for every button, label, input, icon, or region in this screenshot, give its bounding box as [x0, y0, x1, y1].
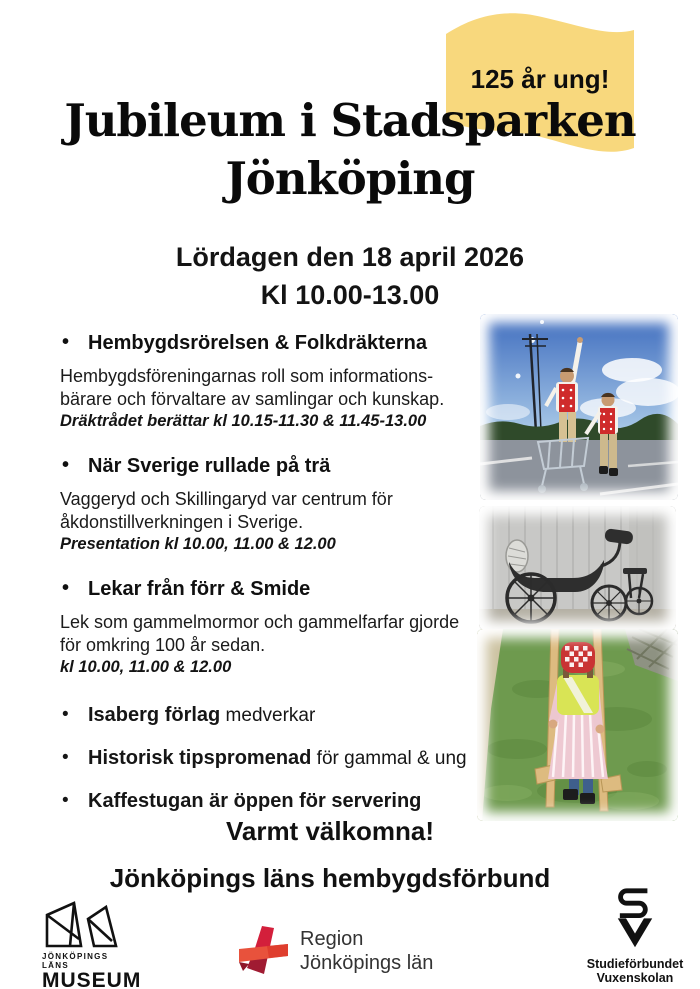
antique-carriage-photo [479, 506, 676, 630]
photo-illustration [477, 629, 678, 821]
region-logo-icon [237, 924, 291, 978]
welcome-line: Varmt välkomna! [225, 816, 435, 846]
program-section [60, 578, 472, 677]
region-logo-line-1: Region [300, 928, 364, 950]
section-heading: • Hembygdsrörelsen & Folkdräkterna [60, 332, 472, 355]
sv-logo [575, 886, 695, 985]
anniversary-badge: 125 år ung! [470, 64, 610, 94]
sv-logo-line-2: Vuxenskolan [596, 971, 674, 985]
list-item-rest: för gammal & ung [311, 748, 467, 769]
event-datetime [0, 238, 700, 314]
organizer-line: Jönköpings läns hembygdsförbund [109, 863, 551, 893]
list-item-bold: Kaffestugan är öppen för servering [88, 790, 422, 812]
list-item [60, 790, 472, 813]
region-logo [237, 924, 433, 978]
sv-logo-text [575, 957, 695, 985]
museum-logo-icon [44, 901, 120, 949]
event-date: Lördagen den 18 april 2026 [175, 242, 525, 272]
list-item-rest: medverkar [220, 705, 316, 726]
section-heading: • Lekar från förr & Smide [60, 578, 472, 601]
program-section [60, 455, 472, 554]
program-list [60, 332, 472, 833]
section-body: Vaggeryd och Skillingaryd var centrum för åkdonstillverkningen i Sverige. [60, 489, 393, 532]
region-logo-line-2: Jönköpings län [300, 952, 434, 974]
museum-logo-text-large: MUSEUM [42, 969, 142, 989]
event-time: Kl 10.00-13.00 [260, 280, 440, 310]
sv-logo-line-1: Studieförbundet [586, 957, 684, 971]
child-on-stilts-photo [477, 629, 678, 821]
section-body: Hembygdsföreningarnas roll som informations-bärare och förvaltare av samlingar och kunskap. [60, 366, 445, 409]
page-title [0, 92, 700, 208]
sv-logo-icon [609, 886, 661, 948]
photo-illustration [479, 506, 676, 630]
title-line-2: Jönköping [225, 152, 475, 205]
section-body: Lek som gammelmormor och gammelfarfar gjorde för omkring 100 år sedan. [60, 612, 460, 655]
folk-costume-men-shopping-cart-photo [480, 314, 678, 500]
museum-logo [42, 901, 142, 989]
extra-bullets [60, 704, 472, 813]
region-logo-text [300, 927, 433, 975]
list-item [60, 704, 472, 727]
section-schedule: Presentation kl 10.00, 11.00 & 12.00 [60, 535, 336, 553]
section-schedule: kl 10.00, 11.00 & 12.00 [60, 658, 232, 676]
list-item-bold: Historisk tipspromenad [88, 747, 312, 769]
title-line-1: Jubileum i Stadsparken [64, 94, 636, 147]
list-item [60, 747, 472, 770]
closing-block [0, 816, 660, 894]
section-heading: • När Sverige rullade på trä [60, 455, 472, 478]
museum-logo-text-small: JÖNKÖPINGS LÄNS [42, 952, 109, 970]
photo-illustration [480, 314, 678, 500]
section-schedule: Dräktrådet berättar kl 10.15-11.30 & 11.45-13.00 [60, 412, 427, 430]
list-item-bold: Isaberg förlag [88, 704, 221, 726]
program-section [60, 332, 472, 431]
